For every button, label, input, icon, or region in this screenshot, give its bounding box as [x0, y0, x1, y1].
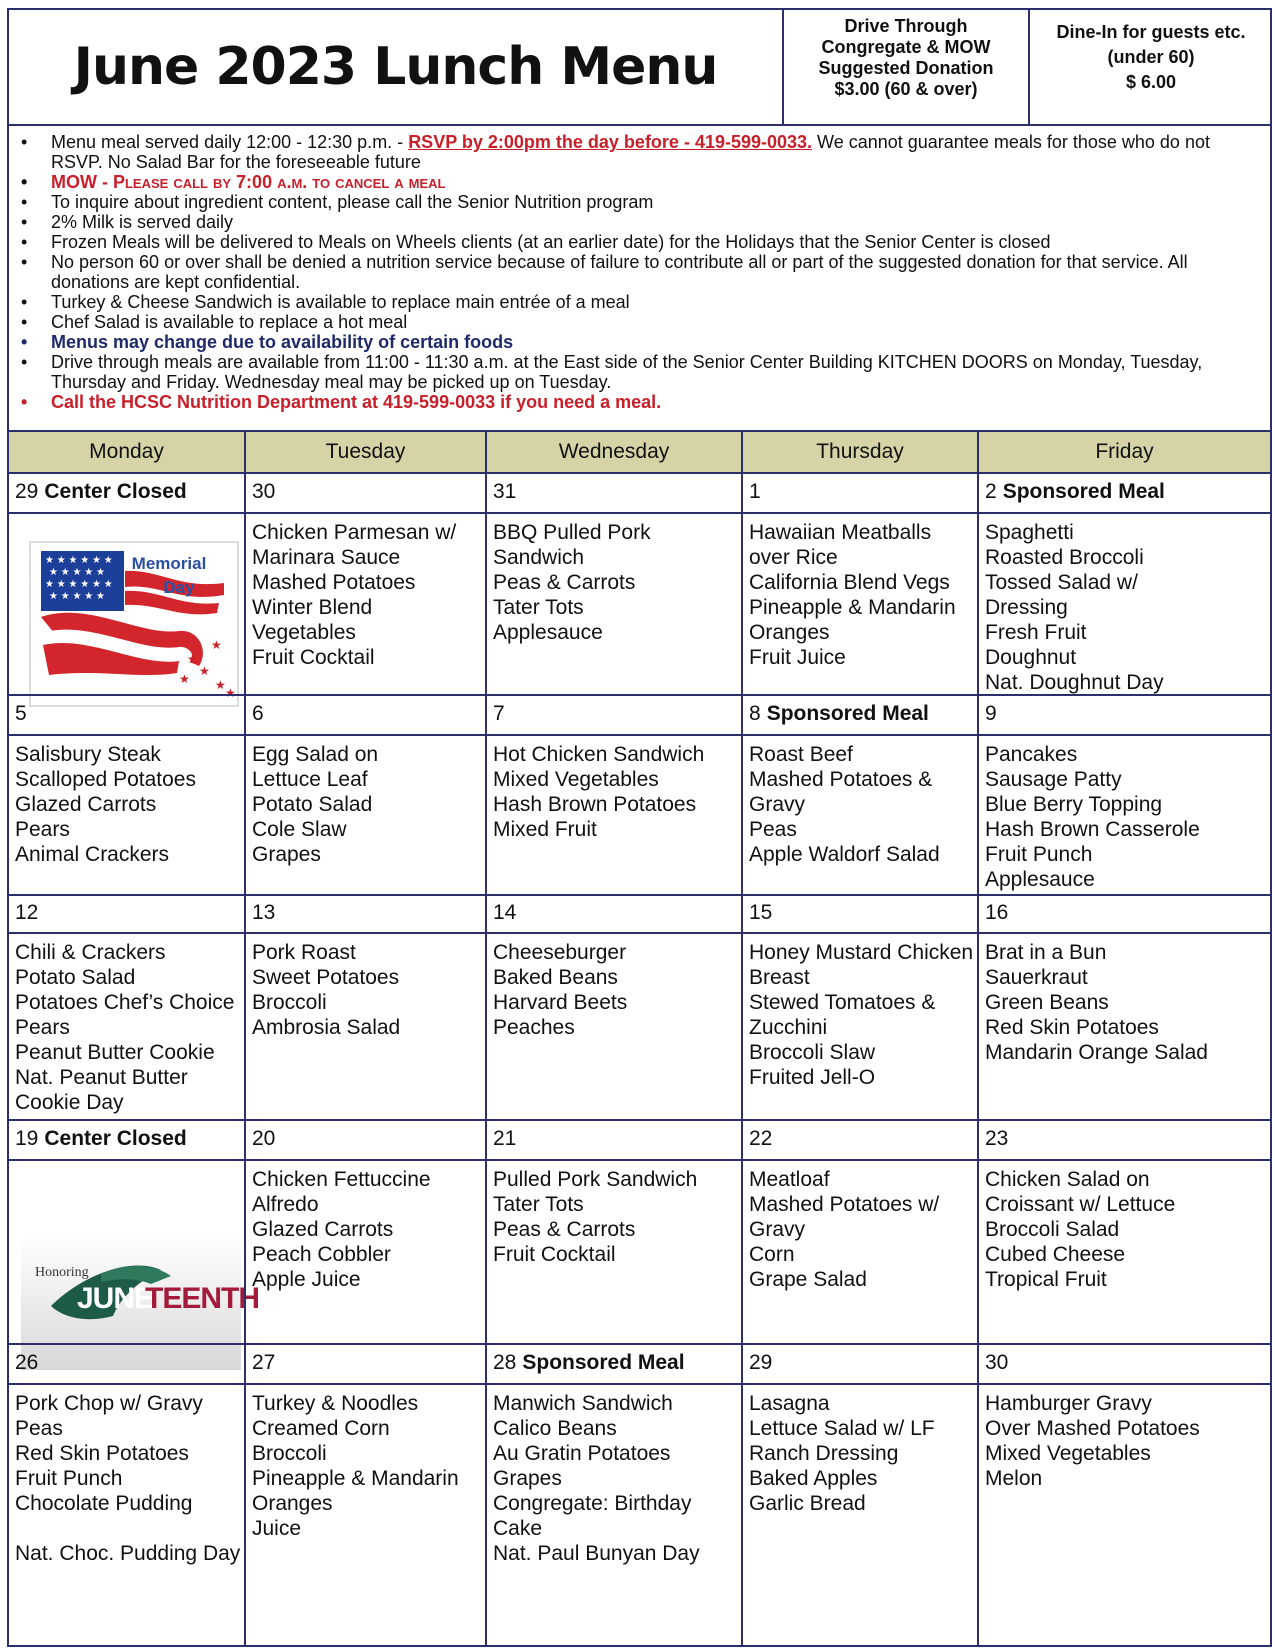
menu-item: Over Mashed Potatoes	[985, 1417, 1200, 1440]
menu-item: BBQ Pulled Pork	[493, 521, 651, 544]
menu-items	[743, 742, 977, 867]
page-title: June 2023 Lunch Menu	[73, 37, 718, 97]
day-number: 29	[749, 1351, 773, 1374]
menu-item: Oranges	[749, 621, 830, 644]
day-number-cell	[743, 694, 977, 734]
day-number: 12	[15, 901, 39, 924]
day-label: Center Closed	[44, 1127, 187, 1150]
flag-icon	[29, 541, 239, 707]
menu-item: Creamed Corn	[252, 1417, 390, 1440]
day-number-cell	[743, 894, 977, 932]
menu-item: Potato Salad	[15, 966, 136, 989]
menu-item: Fruit Cocktail	[493, 1243, 616, 1266]
menu-items	[979, 1391, 1270, 1491]
day-label: Sponsored Meal	[1002, 480, 1165, 503]
menu-item: Fruit Punch	[985, 843, 1093, 866]
menu-item: Peas & Carrots	[493, 1218, 636, 1241]
svg-text:★ ★ ★ ★ ★ ★: ★ ★ ★ ★ ★ ★	[45, 579, 113, 590]
menu-item: Egg Salad on	[252, 743, 379, 766]
day-number-cell	[246, 894, 485, 932]
menu-item: Lasagna	[749, 1392, 830, 1415]
menu-item: Grapes	[493, 1467, 562, 1490]
svg-text:★: ★	[187, 652, 198, 666]
day-number-cell	[246, 694, 485, 734]
day-number: 29	[15, 480, 39, 503]
notes-list	[9, 124, 1270, 412]
menu-items	[9, 1391, 244, 1566]
day-header-thursday: Thursday	[743, 432, 977, 472]
menu-item: Tater Tots	[493, 596, 584, 619]
menu-items	[246, 940, 485, 1040]
day-number-cell	[979, 694, 1270, 734]
menu-items	[743, 520, 977, 670]
day-number: 20	[252, 1127, 276, 1150]
day-number-cell	[487, 694, 741, 734]
menu-item: Juice	[252, 1517, 302, 1540]
menu-item: Melon	[985, 1467, 1043, 1490]
day-number-cell	[246, 1343, 485, 1383]
note-item: • Call the HCSC Nutrition Department at 419-599-0033 if you need a meal.	[21, 392, 662, 412]
menu-item: Pork Roast	[252, 941, 356, 964]
menu-item: Nat. Doughnut Day	[985, 671, 1164, 694]
day-number-cell	[979, 472, 1270, 512]
menu-item: Alfredo	[252, 1193, 319, 1216]
menu-item: Ambrosia Salad	[252, 1016, 401, 1039]
day-number: 27	[252, 1351, 276, 1374]
menu-item: Roast Beef	[749, 743, 853, 766]
menu-item: Peanut Butter Cookie	[15, 1041, 215, 1064]
menu-item: Peas	[15, 1417, 63, 1440]
svg-text:★ ★ ★ ★ ★: ★ ★ ★ ★ ★	[49, 567, 105, 578]
menu-item: Pears	[15, 818, 70, 841]
menu-item: Lettuce Salad w/ LF	[749, 1417, 935, 1440]
menu-item: Gravy	[749, 1218, 806, 1241]
menu-item: Hawaiian Meatballs	[749, 521, 932, 544]
day-number-cell	[743, 472, 977, 512]
menu-item: Red Skin Potatoes	[985, 1016, 1159, 1039]
menu-item: Chocolate Pudding	[15, 1492, 193, 1515]
menu-item: Peaches	[493, 1016, 575, 1039]
menu-item: Roasted Broccoli	[985, 546, 1144, 569]
menu-items	[9, 940, 244, 1115]
svg-text:★: ★	[215, 678, 226, 692]
menu-item: Fruited Jell-O	[749, 1066, 876, 1089]
menu-items	[743, 1167, 977, 1292]
day-number-cell	[979, 1343, 1270, 1383]
menu-item: Broccoli	[252, 1442, 327, 1465]
menu-item: Breast	[749, 966, 810, 989]
menu-item: Nat. Choc. Pudding Day	[15, 1542, 241, 1565]
menu-item: Glazed Carrots	[252, 1218, 394, 1241]
menu-item: Tossed Salad w/	[985, 571, 1138, 594]
menu-item: Brat in a Bun	[985, 941, 1107, 964]
svg-text:★: ★	[179, 672, 190, 686]
menu-item: Pork Chop w/ Gravy	[15, 1392, 203, 1415]
menu-item: Cookie Day	[15, 1091, 124, 1114]
menu-items	[979, 742, 1270, 892]
day-text: Day	[163, 578, 195, 597]
day-number: 6	[252, 702, 264, 725]
day-number: 21	[493, 1127, 517, 1150]
menu-item: Pulled Pork Sandwich	[493, 1168, 698, 1191]
menu-items	[9, 742, 244, 867]
menu-items	[979, 940, 1270, 1065]
menu-item: Scalloped Potatoes	[15, 768, 196, 791]
svg-text:★ ★ ★ ★ ★: ★ ★ ★ ★ ★	[49, 591, 105, 602]
menu-item: Salisbury Steak	[15, 743, 161, 766]
day-number-cell	[9, 1343, 244, 1383]
menu-item: Baked Apples	[749, 1467, 878, 1490]
day-header-monday: Monday	[9, 432, 244, 472]
memorial-day-image	[29, 541, 239, 707]
day-number: 31	[493, 480, 517, 503]
menu-item: Doughnut	[985, 646, 1077, 669]
menu-item: Harvard Beets	[493, 991, 628, 1014]
menu-item: Garlic Bread	[749, 1492, 866, 1515]
svg-text:★: ★	[211, 638, 222, 652]
menu-item: Zucchini	[749, 1016, 828, 1039]
menu-item: Mashed Potatoes w/	[749, 1193, 940, 1216]
divider	[9, 1159, 1270, 1161]
menu-item: Fruit Juice	[749, 646, 846, 669]
menu-item: Cole Slaw	[252, 818, 347, 841]
menu-item	[15, 1516, 244, 1541]
drive-through-donation	[784, 10, 1028, 124]
menu-item: Hot Chicken Sandwich	[493, 743, 705, 766]
drive-line: $3.00 (60 & over)	[834, 79, 978, 99]
menu-page	[7, 8, 1272, 1647]
day-number: 8	[749, 702, 761, 725]
menu-item: Au Gratin Potatoes	[493, 1442, 671, 1465]
menu-item: Sauerkraut	[985, 966, 1088, 989]
menu-item: Fruit Cocktail	[252, 646, 375, 669]
day-number-cell	[246, 472, 485, 512]
day-number-cell	[9, 1119, 244, 1159]
day-number-cell	[743, 1343, 977, 1383]
day-number: 5	[15, 702, 27, 725]
menu-item: Pancakes	[985, 743, 1078, 766]
menu-item: Baked Beans	[493, 966, 618, 989]
menu-item: Honey Mustard Chicken	[749, 941, 974, 964]
day-number: 14	[493, 901, 517, 924]
menu-items	[487, 940, 741, 1040]
day-number: 13	[252, 901, 276, 924]
dinein-line: (under 60)	[1107, 47, 1195, 67]
note-item: • Menu meal served daily 12:00 - 12:30 p.m. - RSVP by 2:00pm the day before - 419-599-0033. We cannot guarantee meals for those who do not RSVP. No Salad Bar for the foreseeable future	[21, 132, 1210, 172]
svg-text:★: ★	[199, 664, 210, 678]
day-number-cell	[487, 1343, 741, 1383]
menu-item: Spaghetti	[985, 521, 1074, 544]
menu-item: Dressing	[985, 596, 1068, 619]
menu-item: Animal Crackers	[15, 843, 170, 866]
menu-item: Marinara Sauce	[252, 546, 401, 569]
menu-items	[743, 940, 977, 1090]
menu-item: Calico Beans	[493, 1417, 617, 1440]
menu-item: Mixed Fruit	[493, 818, 597, 841]
day-number: 7	[493, 702, 505, 725]
rsvp-text: RSVP by 2:00pm the day before - 419-599-0033.	[408, 132, 813, 152]
menu-item: Ranch Dressing	[749, 1442, 899, 1465]
menu-items	[246, 1391, 485, 1541]
menu-item: Winter Blend	[252, 596, 373, 619]
day-number: 19	[15, 1127, 39, 1150]
dinein-line: Dine-In for guests etc.	[1056, 22, 1246, 42]
menu-item: Glazed Carrots	[15, 793, 157, 816]
menu-item: Grapes	[252, 843, 321, 866]
menu-item: Gravy	[749, 793, 806, 816]
menu-items	[246, 520, 485, 670]
menu-item: Tater Tots	[493, 1193, 584, 1216]
honoring-text: Honoring	[35, 1265, 89, 1280]
menu-item: Apple Juice	[252, 1268, 361, 1291]
menu-item: Mandarin Orange Salad	[985, 1041, 1208, 1064]
menu-item: Congregate: Birthday	[493, 1492, 692, 1515]
svg-text:★ ★ ★ ★ ★ ★: ★ ★ ★ ★ ★ ★	[45, 555, 113, 566]
day-number: 22	[749, 1127, 773, 1150]
day-number-cell	[487, 894, 741, 932]
divider	[9, 1383, 1270, 1385]
menu-item: Peas	[749, 818, 797, 841]
note-item: • Chef Salad is available to replace a hot meal	[21, 312, 408, 332]
menu-item: Chicken Parmesan w/	[252, 521, 457, 544]
menu-item: Cheeseburger	[493, 941, 627, 964]
svg-text:★: ★	[225, 686, 236, 700]
menu-item: Stewed Tomatoes &	[749, 991, 936, 1014]
menu-item: Broccoli	[252, 991, 327, 1014]
menu-items	[743, 1391, 977, 1516]
menu-items	[487, 742, 741, 842]
menu-item: California Blend Vegs	[749, 571, 950, 594]
menu-item: Hash Brown Potatoes	[493, 793, 697, 816]
menu-item: Blue Berry Topping	[985, 793, 1163, 816]
memorial-text: Memorial	[131, 554, 207, 573]
menu-item: Hamburger Gravy	[985, 1392, 1152, 1415]
menu-items	[979, 520, 1270, 695]
divider	[9, 734, 1270, 736]
menu-item: Pineapple & Mandarin	[252, 1467, 459, 1490]
day-number-cell	[979, 1119, 1270, 1159]
day-number-cell	[9, 472, 244, 512]
menu-item: over Rice	[749, 546, 838, 569]
note-item: • Drive through meals are available from 11:00 - 11:30 a.m. at the East side of the Senior Center Building KITCHEN DOORS on Monday, Tuesday, Thursday and Friday. Wednesday meal may be picked up on Tuesday.	[21, 352, 1203, 392]
menu-item: Oranges	[252, 1492, 333, 1515]
menu-item: Manwich Sandwich	[493, 1392, 673, 1415]
menu-item: Applesauce	[985, 868, 1095, 891]
menu-item: Applesauce	[493, 621, 603, 644]
menu-item: Broccoli Salad	[985, 1218, 1120, 1241]
day-number: 15	[749, 901, 773, 924]
menu-item: Sweet Potatoes	[252, 966, 400, 989]
day-number: 2	[985, 480, 997, 503]
note-item: • No person 60 or over shall be denied a nutrition service because of failure to contribute all or part of the suggested donation for that service. All donations are kept confidential.	[21, 252, 1188, 292]
day-number: 30	[985, 1351, 1009, 1374]
day-number: 30	[252, 480, 276, 503]
menu-item: Chicken Salad on	[985, 1168, 1150, 1191]
menu-item: Red Skin Potatoes	[15, 1442, 189, 1465]
day-number: 28	[493, 1351, 517, 1374]
day-header-wednesday: Wednesday	[487, 432, 741, 472]
menu-item: Hash Brown Casserole	[985, 818, 1200, 841]
day-number-cell	[9, 694, 244, 734]
day-number-cell	[743, 1119, 977, 1159]
divider	[9, 512, 1270, 514]
day-number-cell	[246, 1119, 485, 1159]
menu-item: Pineapple & Mandarin	[749, 596, 956, 619]
menu-item: Nat. Paul Bunyan Day	[493, 1542, 700, 1565]
menu-items	[487, 1167, 741, 1267]
menu-item: Tropical Fruit	[985, 1268, 1107, 1291]
menu-item: Mixed Vegetables	[493, 768, 659, 791]
menu-item: Mashed Potatoes	[252, 571, 416, 594]
menu-items	[246, 1167, 485, 1292]
menu-item: Peach Cobbler	[252, 1243, 391, 1266]
day-header-friday: Friday	[979, 432, 1270, 472]
day-header-tuesday: Tuesday	[246, 432, 485, 472]
menu-item: Potatoes Chef’s Choice	[15, 991, 235, 1014]
drive-line: Suggested Donation	[818, 58, 994, 78]
menu-item: Mashed Potatoes &	[749, 768, 933, 791]
menu-item: Lettuce Leaf	[252, 768, 368, 791]
day-number-cell	[979, 894, 1270, 932]
menu-item: Green Beans	[985, 991, 1109, 1014]
menu-item: Apple Waldorf Salad	[749, 843, 940, 866]
june-text: JUNE	[77, 1282, 154, 1315]
day-number: 16	[985, 901, 1009, 924]
menu-item: Sandwich	[493, 546, 585, 569]
menu-item: Meatloaf	[749, 1168, 830, 1191]
menu-item: Chicken Fettuccine	[252, 1168, 431, 1191]
drive-line: Drive Through	[844, 16, 968, 36]
menu-item: Potato Salad	[252, 793, 373, 816]
menu-item: Corn	[749, 1243, 795, 1266]
menu-items	[487, 1391, 741, 1566]
day-number-cell	[487, 472, 741, 512]
day-number: 1	[749, 480, 761, 503]
menu-item: Vegetables	[252, 621, 356, 644]
day-number: 9	[985, 702, 997, 725]
day-number-cell	[9, 894, 244, 932]
menu-item: Cake	[493, 1517, 543, 1540]
menu-item: Peas & Carrots	[493, 571, 636, 594]
menu-item: Pears	[15, 1016, 70, 1039]
menu-item: Croissant w/ Lettuce	[985, 1193, 1176, 1216]
note-item: • 2% Milk is served daily	[21, 212, 234, 232]
menu-item: Fresh Fruit	[985, 621, 1087, 644]
menu-item: Fruit Punch	[15, 1467, 123, 1490]
menu-item: Mixed Vegetables	[985, 1442, 1151, 1465]
day-label: Sponsored Meal	[522, 1351, 685, 1374]
drive-line: Congregate & MOW	[821, 37, 991, 57]
menu-item: Grape Salad	[749, 1268, 867, 1291]
menu-item: Turkey & Noodles	[252, 1392, 419, 1415]
menu-item: Broccoli Slaw	[749, 1041, 876, 1064]
menu-item: Chili & Crackers	[15, 941, 166, 964]
note-item: • Frozen Meals will be delivered to Meals on Wheels clients (at an earlier date) for the Holidays that the Senior Center is closed	[21, 232, 1051, 252]
note-item: • Turkey & Cheese Sandwich is available to replace main entrée of a meal	[21, 292, 630, 312]
day-number: 23	[985, 1127, 1009, 1150]
day-label: Center Closed	[44, 480, 187, 503]
teenth-text: TEENTH	[145, 1282, 259, 1315]
dinein-line: $ 6.00	[1125, 72, 1177, 92]
day-number-cell	[487, 1119, 741, 1159]
menu-item: Nat. Peanut Butter	[15, 1066, 188, 1089]
divider	[9, 932, 1270, 934]
day-number: 26	[15, 1351, 39, 1374]
dine-in-donation	[1030, 10, 1272, 124]
note-item: • To inquire about ingredient content, please call the Senior Nutrition program	[21, 192, 654, 212]
menu-item: Sausage Patty	[985, 768, 1122, 791]
menu-items	[979, 1167, 1270, 1292]
note-item: • MOW - Please call by 7:00 a.m. to cancel a meal	[21, 172, 446, 192]
menu-items	[487, 520, 741, 645]
menu-items	[246, 742, 485, 867]
menu-item: Cubed Cheese	[985, 1243, 1126, 1266]
note-item: • Menus may change due to availability of certain foods	[21, 332, 514, 352]
day-label: Sponsored Meal	[766, 702, 929, 725]
